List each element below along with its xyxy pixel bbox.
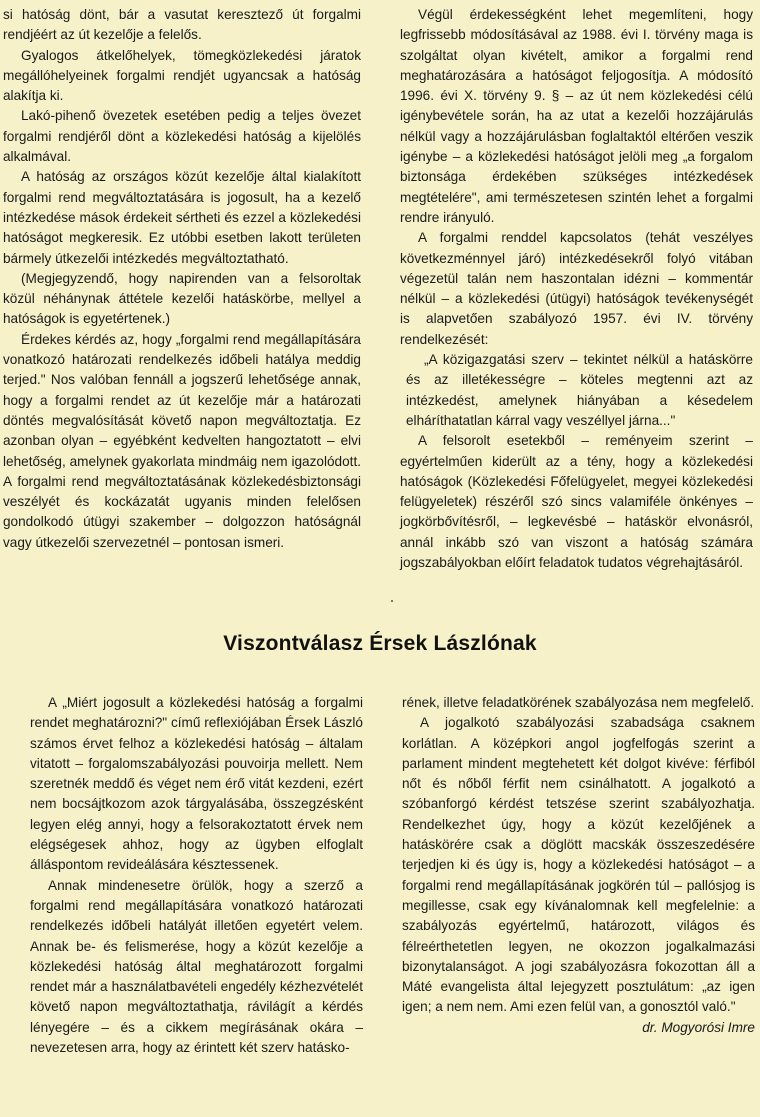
paragraph: A hatóság az országos közút kezelője által kialakított forgalmi rend megváltoztatására is jogosult, ha a kezelő intézkedése mások érdekeit sértheti és ezzel a közlekedési hatóságot megkeresik. Ez utóbbi esetben lakott területen bármely útkezelői intézkedés megváltoztatható. xyxy=(3,169,361,266)
paragraph: A jogalkotó szabályozási szabadsága csaknem korlátlan. A középkori angol jogfelfogás szerint a parlament mindent megtehetett két dolgot kivéve: férfiból nőt és nőből férfit nem csinálhatott. A jogalkotó a szóbanforgó kérdést tetszése szerint szabályozhatja. Rendelkezhet úgy, hogy a közút kezelőjének a hatáskörére csak a döglött macskák összeszedésére terjedjen ki és úgy is, hogy a közlekedési hatóságot – a forgalmi rend megállapításának jogkörén túl – pallósjog is megillesse, csak egy kívánalomnak kell megfelelnie: a szabályozás egyértelmű, határozott, világos és félreérthetetlen legyen, ne okozzon jogalkalmazási bizonytalanságot. A jogi szabályozásra fokozottan áll a Máté evangelista által lejegyzett posztulátum: „az igen igen; a nem nem. Ami ezen felül van, a gonosztól való." xyxy=(402,715,755,1015)
paragraph: Végül érdekességként lehet megemlíteni, hogy legfrissebb módosításával az 1988. évi I. törvény maga is szolgáltat olyan kivételt, amikor a forgalmi rend meghatározására a hatóságot feljogosítja. A módosító 1996. évi X. törvény 9. § – az út nem közlekedési célú igénybevétele során, ha az utat a kezelői hozzájárulás nélkül vagy a hozzájárulásban foglaltaktól eltérően veszik igénybe – a közlekedési hatóságot jelöli meg „a forgalom biztonsága érdekében szükséges intézkedések megtételére", ami természetesen szintén lehet a forgalmi rendre irányuló. xyxy=(400,7,753,225)
paragraph: Gyalogos átkelőhelyek, tömegközlekedési járatok megállóhelyeinek forgalmi rendjét ugyancsak a hatóság alakítja ki. xyxy=(3,47,361,104)
paragraph: rének, illetve feladatkörének szabályozása nem megfelelő. xyxy=(402,695,755,710)
paragraph: Annak mindenesetre örülök, hogy a szerző a forgalmi rend megállapítására vonatkozó határozati rendelkezés időbeli hatályát illetően egyetért velem. Annak be- és felismerése, hogy a közút kezelője a közlekedési hatóság által meghatározott forgalmi rendet már a használatbavételi engedély kézhezvételét követő napon megváltoztathatja, rávilágít a kérdés lényegére – és a cikkem megírásának okára – nevezetesen arra, hogy az érintett két szerv hatásko- xyxy=(30,877,363,1056)
top-right-column xyxy=(400,5,753,573)
quotation: „A közigazgatási szerv – tekintet nélkül a hatáskörre és az illetékességre – köteles megtenni azt az intézkedést, amelynek hiányában a késedelem elháríthatatlan kárral vagy veszéllyel járna..." xyxy=(406,352,753,428)
top-left-column xyxy=(3,5,361,553)
separator-dot xyxy=(391,600,393,602)
article-right-column xyxy=(402,693,755,1038)
paragraph: A forgalmi renddel kapcsolatos (tehát veszélyes következménnyel járó) intézkedésekről folyó vitában végezetül talán nem haszontalan idézni – kommentár nélkül – a közlekedési (útügyi) hatóságok tevékenységét is alapvetően szabályozó 1957. évi IV. törvény rendelkezését: xyxy=(400,230,753,347)
author-signature: dr. Mogyorósi Imre xyxy=(642,1019,755,1035)
paragraph: Érdekes kérdés az, hogy „forgalmi rend megállapítására vonatkozó határozati rendelkezés időbeli hatálya meddig terjed." Nos valóban fennáll a jogszerű lehetősége annak, hogy a forgalmi rendet az út kezelője már a határozati döntés megvalósítását követő napon megváltoztatja. Ez azonban olyan – egyébként kedvelten hangoztatott – elvi lehetőség, amelynek gyakorlata mindmáig nem igazolódott. A forgalmi rend megváltoztatásának közlekedésbiztonsági veszélyét és kockázatát ugyanis minden felelősen gondolkodó útügyi szakember – dolgozzon hatóságnál vagy útkezelői szervezetnél – pontosan ismeri. xyxy=(3,331,361,550)
paragraph: (Megjegyzendő, hogy napirenden van a felsoroltak közül néhánynak áttétele kezelői hatáskörbe, mellyel a hatóságok is egyetértenek.) xyxy=(3,270,361,327)
article-title: Viszontválasz Érsek Lászlónak xyxy=(223,632,537,655)
paragraph: si hatóság dönt, bár a vasutat keresztező út forgalmi rendjéért az út kezelője a felelős. xyxy=(3,7,361,43)
article-left-column xyxy=(30,693,363,1058)
paragraph: A „Miért jogosult a közlekedési hatóság a forgalmi rendet meghatározni?" című reflexiójában Érsek László számos érvet felhoz a közlekedési hatóság – általam vitatott – forgalomszabályozási pouvoirja mellett. Nem szeretnék meddő és véget nem érő vitát kezdeni, ezért nem bocsájtkozom azok tárgyalásába, összegzésként legyen elég annyi, hogy a felsorakoztatott érvek nem elégségesek ahhoz, hogy az ügyben elfoglalt álláspontom revideálására késztessenek. xyxy=(30,695,363,873)
paragraph: A felsorolt esetekből – reményeim szerint – egyértelműen kiderült az a tény, hogy a közlekedési hatóságok (Közlekedési Főfelügyelet, megyei közlekedési felügyeletek) részéről szó sincs valamiféle önkényes – jogkörbővítésről, – legkevésbé – hatáskör elvonásról, annál inkább szó van viszont a hatóság számára jogszabályokban előírt feladatok tudatos végrehajtásáról. xyxy=(400,433,753,571)
paragraph: Lakó-pihenő övezetek esetében pedig a teljes övezet forgalmi rendjéről dönt a közlekedési hatóság a kijelölés alkalmával. xyxy=(3,108,361,165)
